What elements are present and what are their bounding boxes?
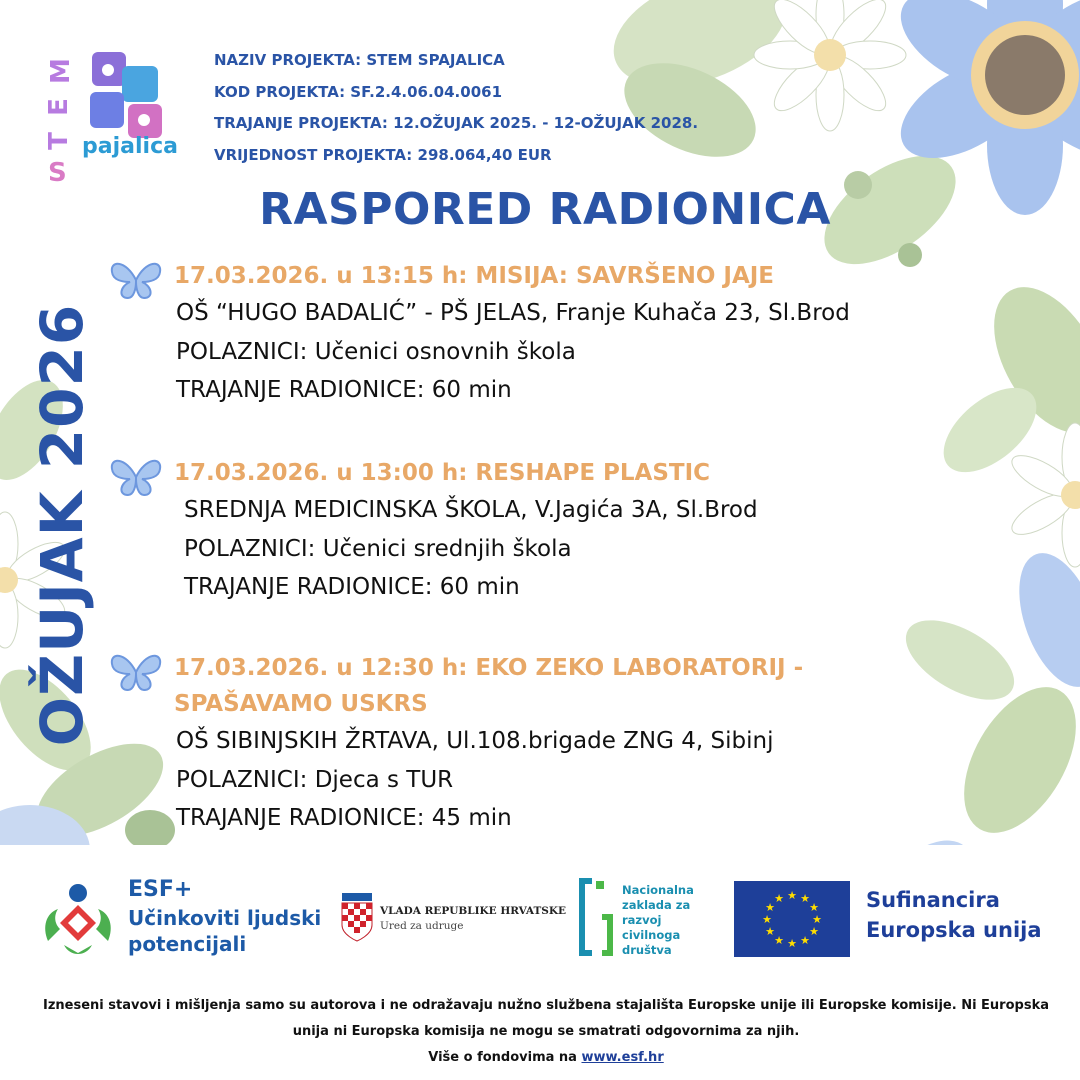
eu-flag: [734, 881, 850, 957]
svg-text:★: ★: [800, 934, 810, 947]
workshop-title: 17.03.2026. u 13:00 h: RESHAPE PLASTIC: [174, 460, 711, 486]
disclaimer-line: Izneseni stavovi i mišljenja samo su autorova i ne odražavaju nužno službena stajališta Europske unije ili Europske komisije. Ni Europska: [43, 998, 1049, 1013]
workshop-location: OŠ SIBINJSKIH ŽRTAVA, Ul.108.brigade ZNG 4, Sibinj: [176, 728, 774, 754]
page-title: RASPORED RADIONICA: [259, 184, 831, 235]
svg-text:★: ★: [762, 913, 772, 926]
nzrcd-logo-icon: [576, 877, 616, 957]
eu-text-line: Sufinancira: [866, 888, 1000, 912]
disclaimer-line: unija ni Europska komisija ne mogu se smatrati odgovornima za njih.: [292, 1024, 800, 1039]
logo-letter: M: [45, 58, 76, 84]
workshop-item: [108, 650, 803, 838]
esf-plus-label: ESF+: [128, 877, 193, 902]
workshop-participants: POLAZNICI: Učenici osnovnih škola: [176, 338, 576, 365]
esf-program-name: Učinkoviti ljudski potencijali: [128, 906, 322, 956]
workshop-item: [108, 258, 850, 410]
flower-shape: [1003, 542, 1080, 697]
workshop-participants: POLAZNICI: Djeca s TUR: [176, 766, 454, 793]
workshop-item: [108, 455, 758, 607]
logo-letter: E: [43, 98, 74, 116]
workshop-location: OŠ “HUGO BADALIĆ” - PŠ JELAS, Franje Kuhača 23, Sl.Brod: [176, 300, 850, 326]
logo-pajalica-text: pajalica: [82, 134, 178, 159]
esf-logo-icon: [40, 883, 116, 963]
butterfly-icon: [108, 258, 164, 302]
svg-text:★: ★: [774, 934, 784, 947]
leaf-shape: [941, 668, 1080, 852]
nzrcd-name: Nacionalna zaklada za razvoj civilnoga društva: [622, 883, 694, 957]
eu-cofinanced-label: [866, 885, 1042, 945]
government-name: VLADA REPUBLIKE HRVATSKE: [380, 905, 567, 917]
svg-text:★: ★: [809, 901, 819, 914]
workshop-title: 17.03.2026. u 13:15 h: MISIJA: SAVRŠENO JAJE: [174, 263, 775, 289]
logo-letter: S: [48, 158, 67, 188]
svg-text:★: ★: [787, 937, 797, 950]
footer: [0, 845, 1080, 1080]
eu-text-line: Europska unija: [866, 918, 1042, 942]
government-office: Ured za udruge: [380, 920, 464, 932]
leaf-shape: [893, 604, 1027, 716]
stem-spajalica-logo: [40, 42, 180, 188]
svg-text:★: ★: [812, 913, 822, 926]
esf-link[interactable]: www.esf.hr: [581, 1050, 664, 1065]
workshop-duration: TRAJANJE RADIONICE: 45 min: [176, 805, 512, 831]
workshop-duration: TRAJANJE RADIONICE: 60 min: [176, 377, 512, 403]
butterfly-icon: [108, 455, 164, 499]
workshop-title-continued: SPAŠAVAMO USKRS: [174, 691, 428, 717]
croatian-coat-of-arms-icon: [340, 893, 374, 943]
svg-text:★: ★: [765, 925, 775, 938]
svg-text:★: ★: [800, 892, 810, 905]
svg-text:★: ★: [765, 901, 775, 914]
logo-letter: T: [43, 132, 74, 150]
project-code: KOD PROJEKTA: SF.2.4.06.04.0061: [214, 82, 503, 101]
project-value: VRIJEDNOST PROJEKTA: 298.064,40 EUR: [214, 145, 552, 164]
project-name: NAZIV PROJEKTA: STEM SPAJALICA: [214, 51, 505, 69]
disclaimer-line: [15, 1045, 1077, 1071]
svg-text:★: ★: [787, 889, 797, 902]
eu-stars-icon: [734, 881, 850, 957]
project-duration: TRAJANJE PROJEKTA: 12.OŽUJAK 2025. - 12-OŽUJAK 2028.: [214, 114, 699, 132]
workshop-participants: POLAZNICI: Učenici srednjih škola: [184, 535, 572, 562]
svg-text:★: ★: [774, 892, 784, 905]
butterfly-icon: [108, 650, 164, 694]
workshop-location: SREDNJA MEDICINSKA ŠKOLA, V.Jagića 3A, Sl.Brod: [184, 497, 758, 523]
disclaimer-prefix: Više o fondovima na: [428, 1050, 582, 1065]
month-label: OŽUJAK 2026: [28, 303, 96, 747]
bud-shape: [898, 243, 922, 267]
puzzle-blocks-icon: [88, 44, 174, 140]
workshop-duration: TRAJANJE RADIONICE: 60 min: [184, 574, 520, 600]
project-info: [214, 48, 698, 174]
workshop-title: 17.03.2026. u 12:30 h: EKO ZEKO LABORATORIJ -: [174, 655, 804, 681]
disclaimer: [15, 993, 1077, 1071]
svg-text:★: ★: [809, 925, 819, 938]
